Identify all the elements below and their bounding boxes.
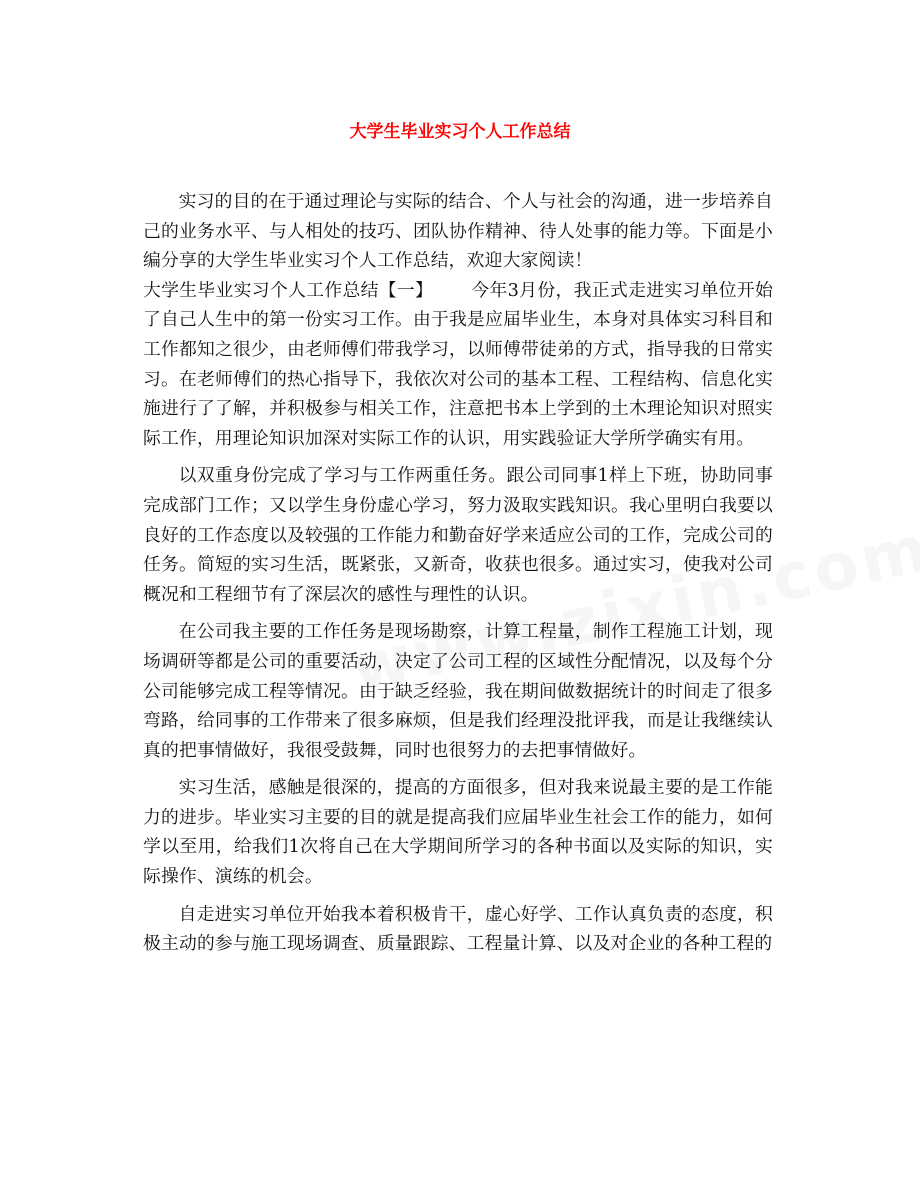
body-paragraph-3: 实习生活，感触是很深的，提高的方面很多，但对我来说最主要的是工作能力的进步。毕业实习主要的目的就是提高我们应届毕业生社会工作的能力，如何学以至用，给我们1次将自己在大学期间所学习的各种书面以及实际的知识，实际操作、演练的机会。 xyxy=(143,777,773,888)
body-paragraph-1: 以双重身份完成了学习与工作两重任务。跟公司同事1样上下班，协助同事完成部门工作；又以学生身份虚心学习，努力汲取实践知识。我心里明白我要以良好的工作态度以及较强的工作能力和勤奋好学来适应公司的工作，完成公司的任务。简短的实习生活，既紧张，又新奇，收获也很多。通过实习，使我对公司概况和工程细节有了深层次的感性与理性的认识。 xyxy=(143,465,773,605)
document-body xyxy=(143,187,773,967)
section-first-paragraph xyxy=(143,276,773,454)
document-title: 大学生毕业实习个人工作总结 xyxy=(349,122,571,142)
section-heading: 大学生毕业实习个人工作总结【一】 xyxy=(143,279,434,301)
body-paragraph-4: 自走进实习单位开始我本着积极肯干，虚心好学、工作认真负责的态度，积极主动的参与施工现场调查、质量跟踪、工程量计算、以及对企业的各种工程的 xyxy=(143,903,773,955)
body-paragraph-2: 在公司我主要的工作任务是现场勘察，计算工程量，制作工程施工计划，现场调研等都是公司的重要活动，决定了公司工程的区域性分配情况，以及每个分公司能够完成工程等情况。由于缺乏经验，我在期间做数据统计的时间走了很多弯路，给同事的工作带来了很多麻烦，但是我们经理没批评我，而是让我继续认真的把事情做好，我很受鼓舞，同时也很努力的去把事情做好。 xyxy=(143,621,773,761)
intro-paragraph: 实习的目的在于通过理论与实际的结合、个人与社会的沟通，进一步培养自己的业务水平、与人相处的技巧、团队协作精神、待人处事的能力等。下面是小编分享的大学生毕业实习个人工作总结，欢迎大家阅读！ xyxy=(143,191,773,272)
section-first-text: 今年3月份，我正式走进实习单位开始了自己人生中的第一份实习工作。由于我是应届毕业生，本身对具体实习科目和工作都知之很少，由老师傅们带我学习，以师傅带徒弟的方式，指导我的日常实习。在老师傅们的热心指导下，我依次对公司的基本工程、工程结构、信息化实施进行了了解，并积极参与相关工作，注意把书本上学到的土木理论知识对照实际工作，用理论知识加深对实际工作的认识，用实践验证大学所学确实有用。 xyxy=(143,279,774,449)
